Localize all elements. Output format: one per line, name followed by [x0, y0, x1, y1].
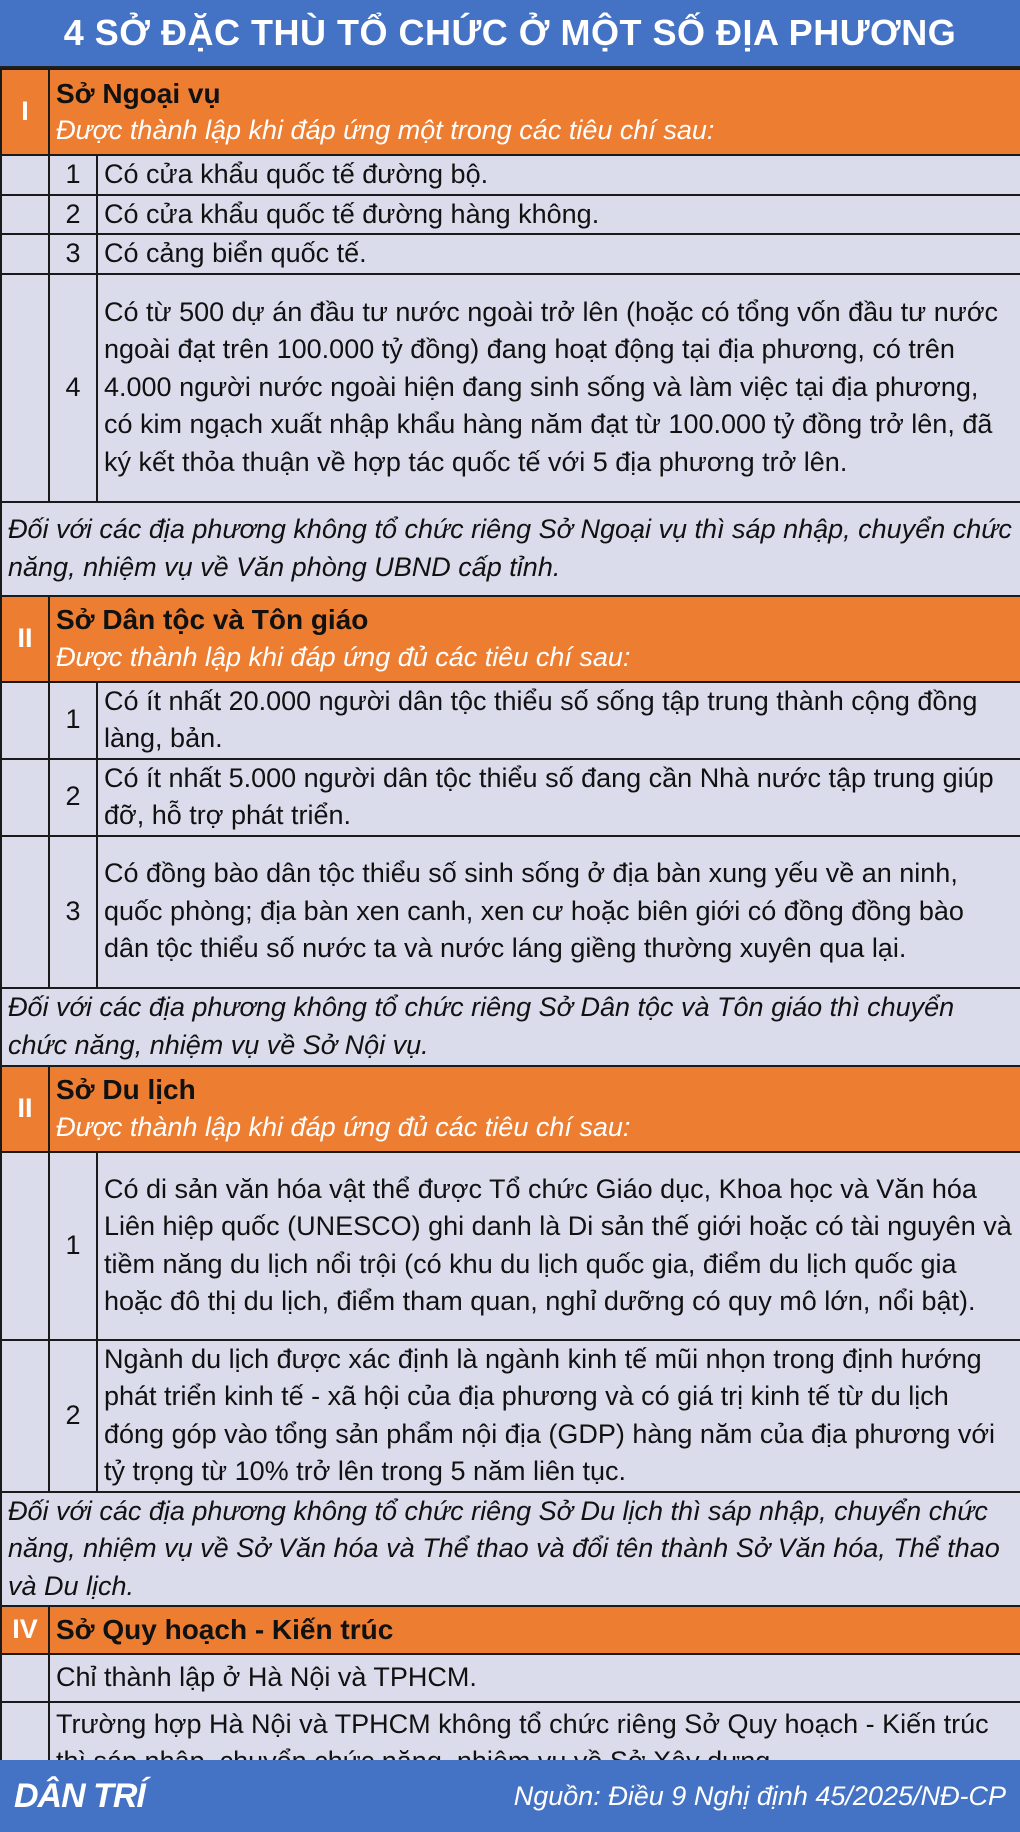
item-number: 2	[49, 759, 97, 836]
section-number: II	[1, 1066, 49, 1152]
section-heading	[49, 69, 1020, 155]
section-header	[1, 1606, 1020, 1654]
section-heading	[49, 1606, 1020, 1654]
item-text: Ngành du lịch được xác định là ngành kinh tế mũi nhọn trong định hướng phát triển kinh tế - xã hội của địa phương và có giá trị kinh tế từ du lịch đóng góp vào tổng sản phẩm nội địa (GDP) hàng năm của địa phương với tỷ trọng từ 10% trở lên trong 5 năm liên tục.	[97, 1340, 1020, 1492]
page-title: 4 SỞ ĐẶC THÙ TỔ CHỨC Ở MỘT SỐ ĐỊA PHƯƠNG	[0, 0, 1020, 68]
empty-cell	[1, 759, 49, 836]
section-heading	[49, 596, 1020, 682]
item-number: 1	[49, 1152, 97, 1340]
empty-cell	[1, 155, 49, 195]
section-heading	[49, 1066, 1020, 1152]
item-text: Chỉ thành lập ở Hà Nội và TPHCM.	[49, 1654, 1020, 1702]
item-text: Có ít nhất 5.000 người dân tộc thiểu số đang cần Nhà nước tập trung giúp đỡ, hỗ trợ phát triển.	[97, 759, 1020, 836]
table-row	[1, 1340, 1020, 1492]
section-title: Sở Ngoại vụ	[56, 77, 221, 109]
empty-cell	[1, 1654, 49, 1702]
table-row	[1, 195, 1020, 235]
item-number: 2	[49, 195, 97, 235]
item-number: 4	[49, 274, 97, 502]
section-header	[1, 1066, 1020, 1152]
empty-cell	[1, 836, 49, 988]
section-number: IV	[1, 1606, 49, 1654]
footer	[0, 1760, 1020, 1832]
note-row	[1, 1492, 1020, 1607]
section-subtitle: Được thành lập khi đáp ứng một trong các tiêu chí sau:	[56, 115, 715, 145]
section-header	[1, 596, 1020, 682]
item-text: Có cảng biển quốc tế.	[97, 234, 1020, 274]
item-text: Có ít nhất 20.000 người dân tộc thiểu số sống tập trung thành cộng đồng làng, bản.	[97, 682, 1020, 759]
note-row	[1, 988, 1020, 1066]
dantri-logo: DÂN TRÍ	[14, 1776, 145, 1815]
empty-cell	[1, 1152, 49, 1340]
item-number: 3	[49, 836, 97, 988]
empty-cell	[1, 1340, 49, 1492]
table-row	[1, 1654, 1020, 1702]
section-note: Đối với các địa phương không tổ chức riêng Sở Dân tộc và Tôn giáo thì chuyển chức năng, nhiệm vụ về Sở Nội vụ.	[1, 988, 1020, 1066]
table-row	[1, 155, 1020, 195]
item-text: Có di sản văn hóa vật thể được Tổ chức Giáo dục, Khoa học và Văn hóa Liên hiệp quốc (UNESCO) ghi danh là Di sản thế giới hoặc có tài nguyên và tiềm năng du lịch nổi trội (có khu du lịch quốc gia, điểm du lịch quốc gia hoặc đô thị du lịch, điểm tham quan, nghỉ dưỡng có quy mô lớn, nổi bật).	[97, 1152, 1020, 1340]
criteria-table	[0, 68, 1020, 1785]
section-header	[1, 69, 1020, 155]
section-subtitle: Được thành lập khi đáp ứng đủ các tiêu chí sau:	[56, 641, 631, 672]
note-row	[1, 502, 1020, 596]
empty-cell	[1, 234, 49, 274]
table-row	[1, 682, 1020, 759]
section-number: I	[1, 69, 49, 155]
item-text: Có đồng bào dân tộc thiểu số sinh sống ở địa bàn xung yếu về an ninh, quốc phòng; địa bàn xen canh, xen cư hoặc biên giới có đồng đồng bào dân tộc thiểu số nước ta và nước láng giềng thường xuyên qua lại.	[97, 836, 1020, 988]
item-text: Có từ 500 dự án đầu tư nước ngoài trở lên (hoặc có tổng vốn đầu tư nước ngoài đạt trên 100.000 tỷ đồng) đang hoạt động tại địa phương, có trên 4.000 người nước ngoài hiện đang sinh sống và làm việc tại địa phương, có kim ngạch xuất nhập khẩu hàng năm đạt từ 100.000 tỷ đồng trở lên, đã ký kết thỏa thuận về hợp tác quốc tế với 5 địa phương trở lên.	[97, 274, 1020, 502]
table-row	[1, 1152, 1020, 1340]
table-row	[1, 234, 1020, 274]
section-note: Đối với các địa phương không tổ chức riêng Sở Ngoại vụ thì sáp nhập, chuyển chức năng, nhiệm vụ về Văn phòng UBND cấp tỉnh.	[1, 502, 1020, 596]
table-row	[1, 836, 1020, 988]
section-subtitle: Được thành lập khi đáp ứng đủ các tiêu chí sau:	[56, 1111, 631, 1142]
item-text: Có cửa khẩu quốc tế đường bộ.	[97, 155, 1020, 195]
source-text: Nguồn: Điều 9 Nghị định 45/2025/NĐ-CP	[513, 1780, 1006, 1811]
section-title: Sở Quy hoạch - Kiến trúc	[56, 1614, 394, 1646]
table-row	[1, 759, 1020, 836]
item-number: 2	[49, 1340, 97, 1492]
empty-cell	[1, 274, 49, 502]
section-title: Sở Dân tộc và Tôn giáo	[56, 604, 369, 635]
section-number: II	[1, 596, 49, 682]
section-title: Sở Du lịch	[56, 1074, 196, 1105]
empty-cell	[1, 682, 49, 759]
item-text: Trường hợp Hà Nội và TPHCM không tổ chức riêng Sở Quy hoạch - Kiến trúc	[49, 1702, 1020, 1784]
item-text: Có cửa khẩu quốc tế đường hàng không.	[97, 195, 1020, 235]
section-note: Đối với các địa phương không tổ chức riêng Sở Du lịch thì sáp nhập, chuyển chức năng, nhiệm vụ về Sở Văn hóa và Thể thao và đổi tên thành Sở Văn hóa, Thể thao và Du lịch.	[1, 1492, 1020, 1607]
table-row	[1, 274, 1020, 502]
empty-cell	[1, 195, 49, 235]
item-number: 1	[49, 682, 97, 759]
item-number: 1	[49, 155, 97, 195]
item-number: 3	[49, 234, 97, 274]
